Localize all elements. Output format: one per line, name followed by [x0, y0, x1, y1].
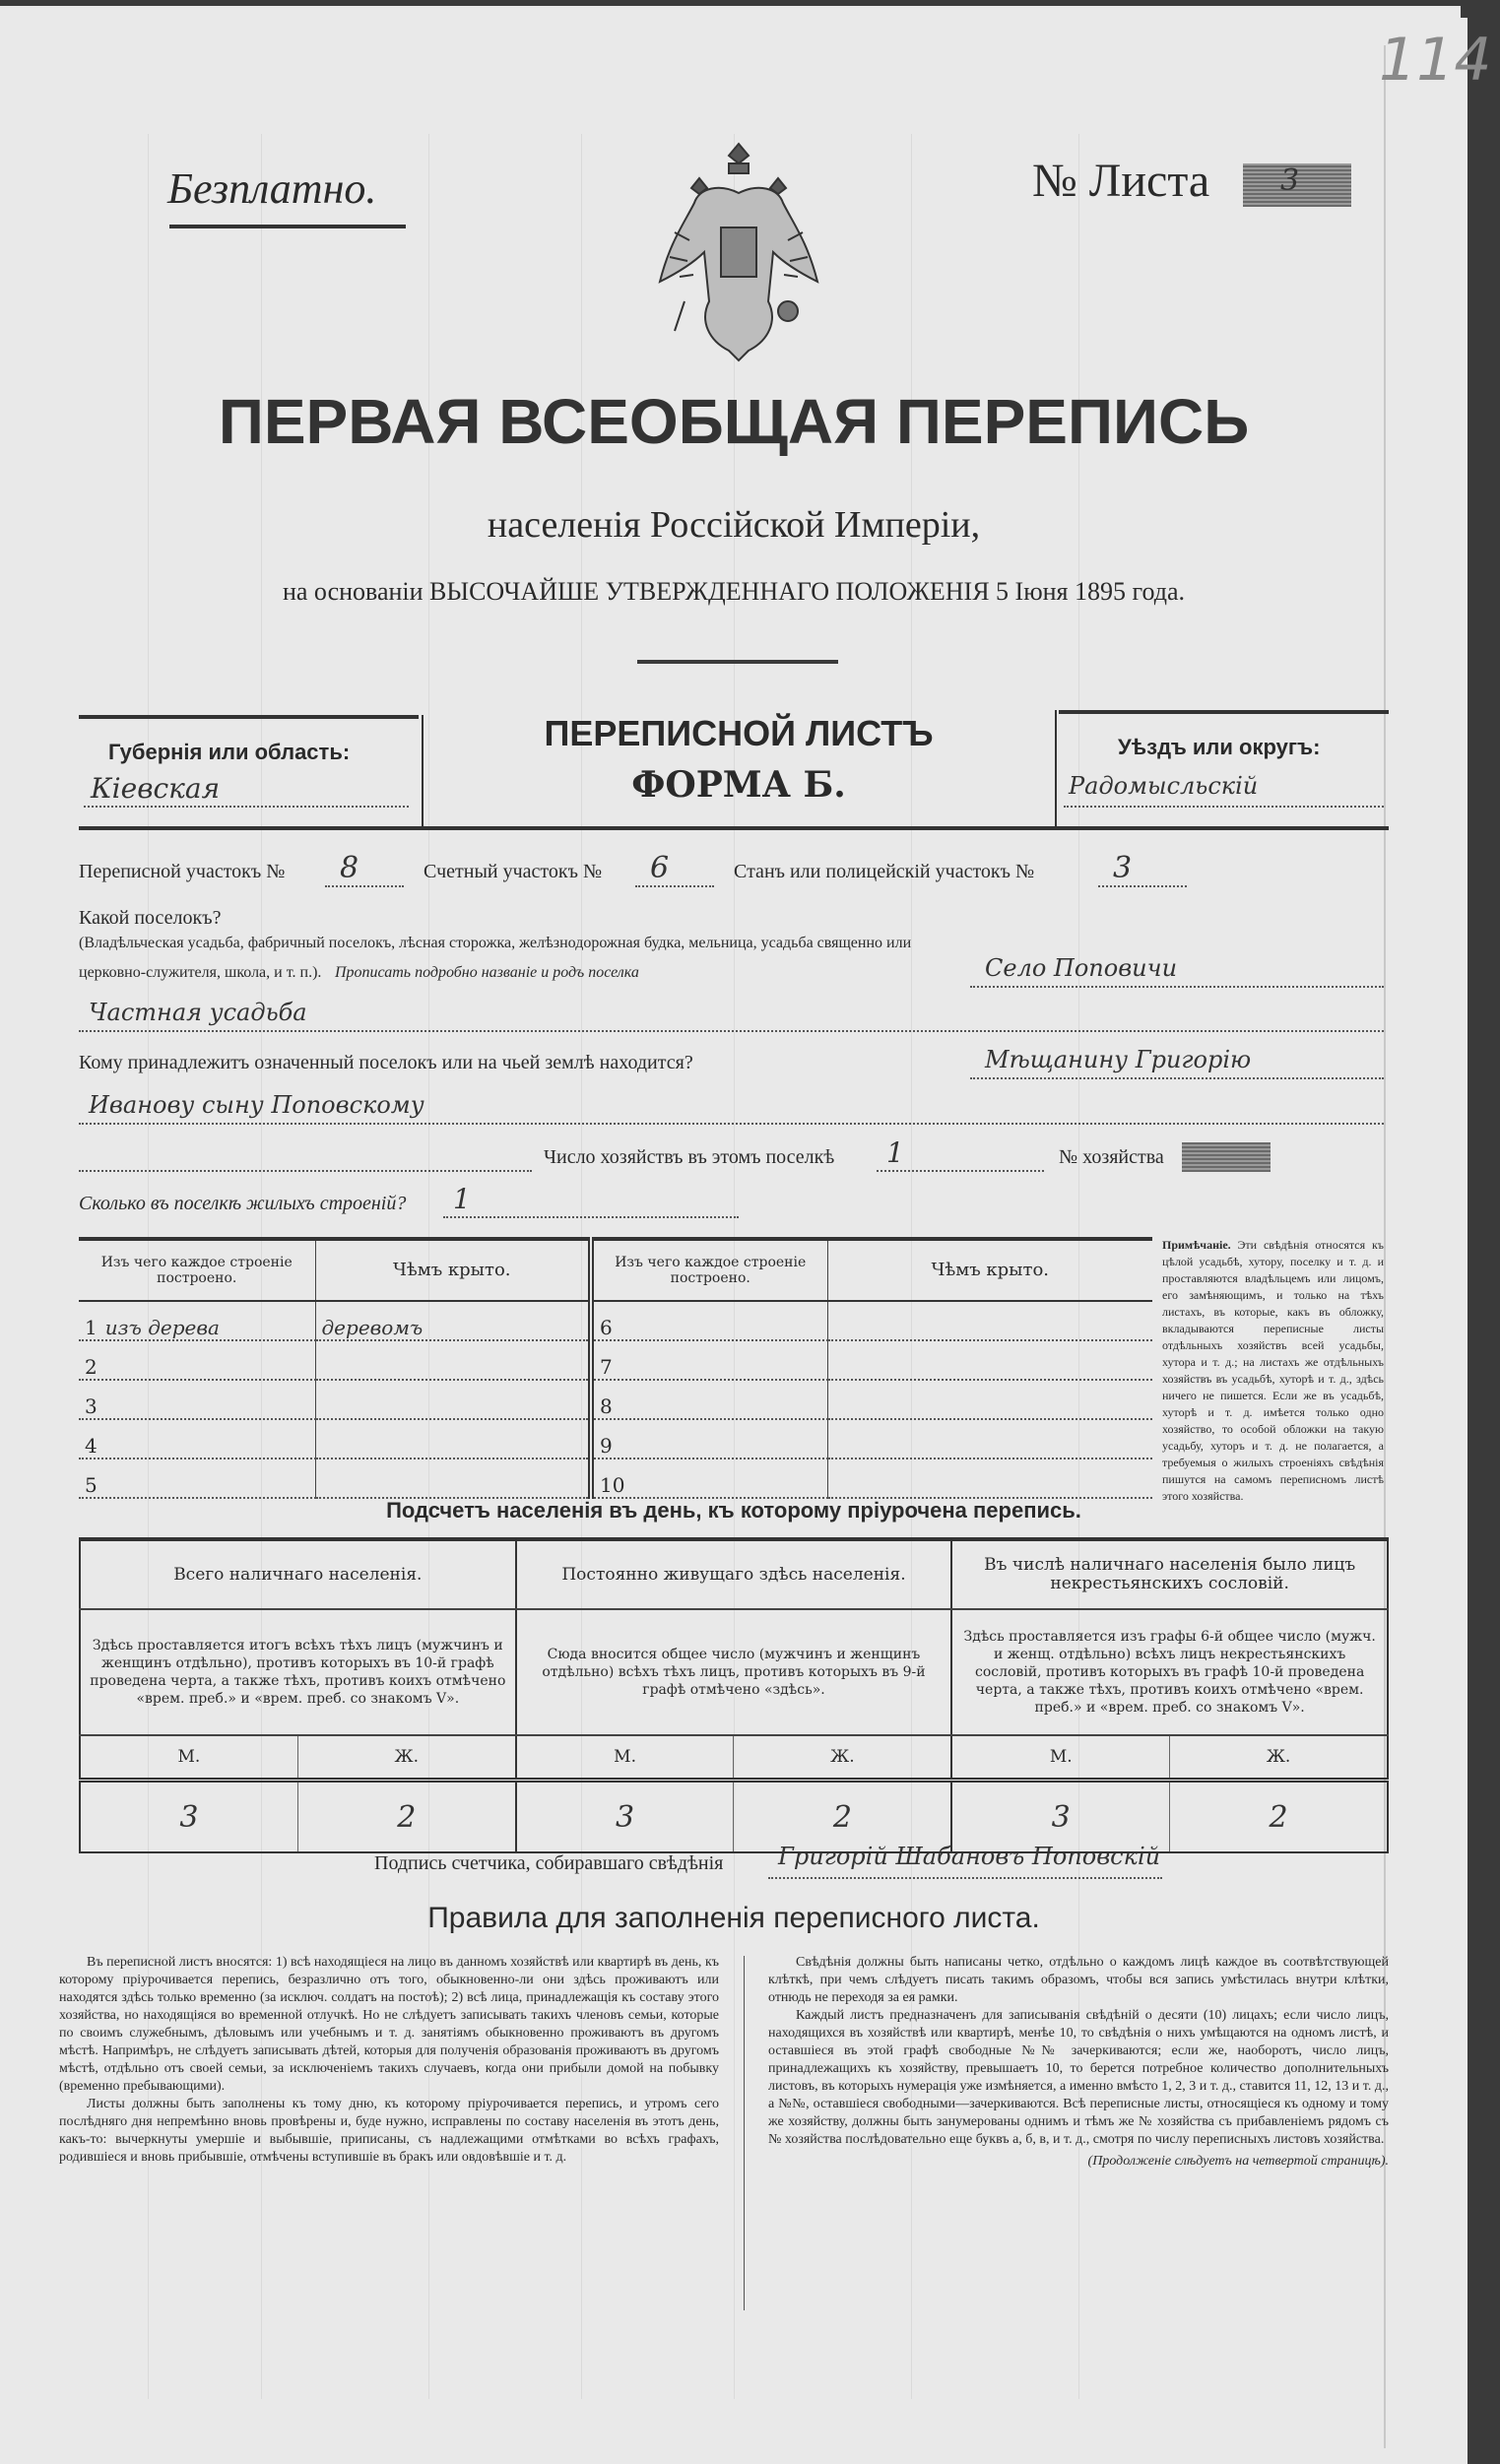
col-material-header: Изъ чего каждое строеніе построено. [591, 1239, 827, 1301]
building-material-cell [79, 1340, 315, 1380]
building-roof-cell [315, 1380, 591, 1419]
header-rule [79, 826, 1389, 830]
field-line [970, 1077, 1384, 1079]
rule-paragraph: Въ переписной листъ вносятся: 1) всѣ находящіеся на лицо въ данномъ хозяйствѣ или квартирѣ въ день, къ которому пріурочивается перепись, безразлично отъ того, обыкновенно-ли они здѣсь проживаютъ или находятся здѣсь только временно (за исключ. солдатъ на постоѣ); 2) всѣ лица, принадлежащія къ составу этого хозяйства, но находящіяся во временной отлучкѣ. Но не слѣдуетъ записывать такихъ членовъ семьи, которые по своимъ служебнымъ, дѣловымъ или учебнымъ и т. д. занятіямъ обыкновенно проживаютъ въ другомъ мѣстѣ. Напримѣръ, не слѣдуетъ записывать дѣтей, которыя для полученія образованія проживаютъ въ другомъ мѣстѣ, отдѣльно отъ своей семьи, за исключеніемъ такихъ случаевъ, когда они прибыли домой на побывку (временно пребывающими). [59, 1955, 719, 2094]
note-text: Эти свѣдѣнія относятся къ цѣлой усадьбѣ, хутору, поселку и т. д. и проставляются владѣльцемъ или лицомъ, его замѣняющимъ, и только на тѣхъ листахъ, въ которые, какъ въ обложку, вкладываются переписные листы отдѣльныхъ хозяйствъ всей усадьбы, хутора и т. д.; на листахъ же отдѣльныхъ хозяйствъ въ усадьбѣ, хуторѣ и т. д., здѣсь ничего не пишется. Если же въ усадьбѣ, хуторѣ и т. д. имѣется только одно хозяйство, то особой обложки на такую усадьбу, хуторъ и т. д. не полагается, а требуемыя о жилыхъ строеніяхъ свѣдѣнія пишутся на самомъ переписномъ листѣ этого хозяйства. [1162, 1238, 1384, 1503]
settlement-value-2: Частная усадьба [89, 999, 307, 1026]
field-line [443, 1216, 739, 1218]
building-material-cell [591, 1340, 827, 1380]
male-label: М. [516, 1735, 734, 1781]
owner-label: Кому принадлежитъ означенный поселокъ или на чьей землѣ находится? [79, 1052, 693, 1073]
building-material-cell [591, 1419, 827, 1459]
permanent-female-value: 2 [734, 1781, 951, 1853]
building-roof-cell [827, 1340, 1152, 1380]
field-line [1098, 885, 1187, 887]
continuation-note: (Продолженіе слѣдуетъ на четвертой страницѣ). [1087, 2154, 1389, 2169]
district-line [1064, 806, 1384, 808]
building-material-cell [79, 1419, 315, 1459]
building-roof-cell [315, 1340, 591, 1380]
field-line [79, 1170, 532, 1172]
building-roof-cell [315, 1459, 591, 1498]
building-material-cell [79, 1380, 315, 1419]
province-line [84, 806, 409, 808]
rule-paragraph: Каждый листъ предназначенъ для записыванія свѣдѣній о десяти (10) лицахъ; если число лицъ, находящихся въ хозяйствѣ или квартирѣ, менѣе 10, то свѣдѣнія о нихъ умѣщаются на одномъ листѣ, и оставшіеся въ этой графѣ свободные №№ зачеркиваются; если же, наоборотъ, число лицъ, принадлежащихъ къ хозяйству, превышаетъ 10, то берется потребное количество дополнительныхъ листовъ, въ которыхъ нумерація уже измѣняется, а именно вмѣсто 1, 2, 3 и т. д., ставится 11, 12, 13 и т. д., а №№, оставшіеся свободными—зачеркиваются. Всѣ переписные листы, относящіеся къ одному и тому же хозяйству, должны быть занумерованы однимъ и тѣмъ же № хозяйства съ прибавленіемъ рядомъ съ № хозяйства послѣдовательно еще буквъ а, б, в, и т. д., смотря по числу переписныхъ листовъ хозяйства. [768, 2008, 1389, 2147]
double-headed-eagle-icon [640, 134, 837, 365]
row-number: 6 [600, 1316, 613, 1339]
building-roof-cell [827, 1419, 1152, 1459]
district-label: Уѣздъ или округъ: [1118, 735, 1321, 759]
population-count-table [79, 1537, 1389, 1853]
form-type: ФОРМА Б. [631, 764, 846, 806]
col-roof-header: Чѣмъ крыто. [827, 1239, 1152, 1301]
population-count-title: Подсчетъ населенія въ день, къ которому пріурочена перепись. [386, 1498, 1081, 1523]
building-roof-cell [315, 1419, 591, 1459]
buildings-value: 1 [453, 1183, 471, 1215]
census-section-value: 8 [340, 851, 359, 885]
count-desc-non-peasant: Здѣсь проставляется изъ графы 6-й общее число (мужч. и женщ. отдѣльно) всѣхъ лицъ некрестьянскихъ сословій, противъ которыхъ въ графѣ 10-й проведена черта, а также тѣхъ, противъ коихъ отмѣчено «врем. преб.» и «врем. преб. со знакомъ V». [951, 1609, 1388, 1735]
col-roof-header: Чѣмъ крыто. [315, 1239, 591, 1301]
counting-section-label: Счетный участокъ № [424, 861, 603, 882]
building-roof-cell [315, 1301, 591, 1340]
female-label: Ж. [734, 1735, 951, 1781]
counting-section-value: 6 [650, 851, 670, 885]
legal-basis: на основаніи ВЫСОЧАЙШЕ УТВЕРЖДЕННАГО ПОЛОЖЕНІЯ 5 Іюня 1895 года. [282, 577, 1186, 606]
field-line [79, 1123, 1384, 1125]
signature-label: Подпись счетчика, собиравшаго свѣдѣнія [374, 1852, 724, 1874]
building-material-cell [591, 1380, 827, 1419]
household-no-stamp [1182, 1142, 1271, 1172]
page-subtitle: населенія Россійской Имперіи, [487, 504, 981, 546]
rule-paragraph: Свѣдѣнія должны быть написаны четко, отдѣльно о каждомъ лицѣ каждое въ соотвѣтствующей клѣткѣ, при чемъ слѣдуетъ писать такимъ образомъ, чтобы вся запись умѣстилась внутри клѣтки, отнюдь не переходя за ея рамки. [768, 1955, 1389, 2005]
form-title: ПЕРЕПИСНОЙ ЛИСТЪ [544, 713, 934, 753]
police-section-value: 3 [1113, 851, 1133, 885]
divider [637, 660, 838, 664]
building-roof-cell [827, 1301, 1152, 1340]
census-section-label: Переписной участокъ № [79, 861, 286, 882]
header-rule [79, 715, 419, 719]
column-divider [744, 1956, 745, 2310]
count-header-non-peasant: Въ числѣ наличнаго населенія было лицъ некрестьянскихъ сословій. [951, 1539, 1388, 1609]
sheet-number-label: № Листа [1032, 155, 1210, 207]
field-line [325, 885, 404, 887]
sheet-number-value: 3 [1280, 163, 1300, 198]
archive-number: 114 [1379, 26, 1492, 95]
header-rule [1059, 710, 1389, 714]
present-male-value: 3 [80, 1781, 297, 1853]
building-roof-cell [827, 1459, 1152, 1498]
province-label: Губернія или область: [108, 740, 351, 764]
building-roof-cell [827, 1380, 1152, 1419]
households-value: 1 [886, 1136, 904, 1169]
buildings-table-row [79, 1419, 1152, 1459]
note [1162, 1237, 1384, 1505]
male-label: М. [951, 1735, 1169, 1781]
rule-paragraph: Листы должны быть заполнены къ тому дню, къ которому пріурочивается перепись, и утромъ сего послѣдняго дня непремѣнно вновь провѣрены и, буде нужно, исправлены по составу населенія въ этотъ день, какъ-то: вычеркнуты умершіе и выбывшіе, приписаны, съ надлежащими отмѣтками во всѣхъ графахъ, родившіеся и вновь прибывшіе, отмѣчены вступившіе въ бракъ или овдовѣвшіе и т. д. [59, 2097, 719, 2165]
non-peasant-male-value: 3 [951, 1781, 1169, 1853]
rules-right-column [768, 1954, 1389, 2171]
settlement-instruction: Прописать подробно названіе и родъ поселка [335, 964, 639, 981]
building-material-cell-value: изъ дерева [104, 1316, 220, 1339]
building-material-cell [79, 1301, 315, 1340]
field-line [970, 986, 1384, 988]
row-number: 4 [85, 1434, 98, 1458]
households-label: Число хозяйствъ въ этомъ поселкѣ [544, 1146, 835, 1168]
row-number: 1 [85, 1316, 98, 1339]
header-vrule [1055, 710, 1057, 828]
count-header-present: Всего наличнаго населенія. [80, 1539, 516, 1609]
buildings-table-row [79, 1301, 1152, 1340]
col-material-header: Изъ чего каждое строеніе построено. [79, 1239, 315, 1301]
female-label: Ж. [297, 1735, 515, 1781]
owner-value-1: Мѣщанину Григорію [985, 1046, 1252, 1073]
row-number: 5 [85, 1473, 98, 1497]
settlement-hint: (Владѣльческая усадьба, фабричный поселокъ, лѣсная сторожка, желѣзнодорожная будка, мельница, усадьба священно или [79, 935, 912, 951]
household-no-label: № хозяйства [1059, 1146, 1164, 1168]
building-material-cell [79, 1459, 315, 1498]
female-label: Ж. [1170, 1735, 1388, 1781]
rules-left-column [59, 1954, 719, 2167]
field-line [635, 885, 714, 887]
row-number: 9 [600, 1434, 613, 1458]
free-underline [169, 225, 406, 228]
settlement-label: Какой поселокъ? [79, 907, 222, 929]
rules-title: Правила для заполненія переписного листа. [427, 1902, 1040, 1934]
settlement-hint-2: церковно-служителя, школа, и т. п.). [79, 964, 322, 981]
signature-value: Григорій Шабановъ Поповскій [778, 1843, 1161, 1870]
permanent-male-value: 3 [516, 1781, 734, 1853]
row-number: 8 [600, 1394, 613, 1418]
buildings-table [79, 1237, 1152, 1499]
count-desc-present: Здѣсь проставляется итогъ всѣхъ тѣхъ лицъ (мужчинъ и женщинъ отдѣльно), противъ которыхъ въ 10-й графѣ проведена черта, а также тѣхъ, противъ коихъ отмѣчено «врем. преб.» и «врем. преб. со знакомъ V». [80, 1609, 516, 1735]
free-label: Безплатно. [167, 164, 377, 213]
buildings-table-row [79, 1340, 1152, 1380]
page-title: ПЕРВАЯ ВСЕОБЩАЯ ПЕРЕПИСЬ [218, 386, 1250, 457]
count-header-permanent: Постоянно живущаго здѣсь населенія. [516, 1539, 952, 1609]
field-line [79, 1030, 1384, 1032]
row-number: 10 [600, 1473, 625, 1497]
building-roof-cell-value: деревомъ [321, 1316, 424, 1339]
note-label: Примѣчаніе. [1162, 1238, 1231, 1252]
buildings-label: Сколько въ поселкѣ жилыхъ строеній? [79, 1193, 407, 1214]
field-line [877, 1170, 1044, 1172]
male-label: М. [80, 1735, 297, 1781]
row-number: 3 [85, 1394, 98, 1418]
count-desc-permanent: Сюда вносится общее число (мужчинъ и женщинъ отдѣльно) всѣхъ тѣхъ лицъ, противъ которыхъ въ 9-й графѣ отмѣчено «здѣсь». [516, 1609, 952, 1735]
building-material-cell [591, 1301, 827, 1340]
police-section-label: Станъ или полицейскій участокъ № [734, 861, 1035, 882]
building-material-cell [591, 1459, 827, 1498]
buildings-table-row [79, 1459, 1152, 1498]
signature-line [768, 1877, 1162, 1879]
census-sheet [0, 6, 1492, 2464]
row-number: 7 [600, 1355, 613, 1379]
scan-background [1461, 0, 1500, 18]
present-female-value: 2 [297, 1781, 515, 1853]
settlement-value-1: Село Поповичи [985, 954, 1178, 982]
non-peasant-female-value: 2 [1269, 1799, 1288, 1835]
row-number: 2 [85, 1355, 98, 1379]
district-value: Радомысльскій [1069, 772, 1259, 800]
owner-value-2: Иванову сыну Поповскому [89, 1091, 424, 1119]
buildings-table-row [79, 1380, 1152, 1419]
province-value: Кіевская [91, 772, 221, 805]
